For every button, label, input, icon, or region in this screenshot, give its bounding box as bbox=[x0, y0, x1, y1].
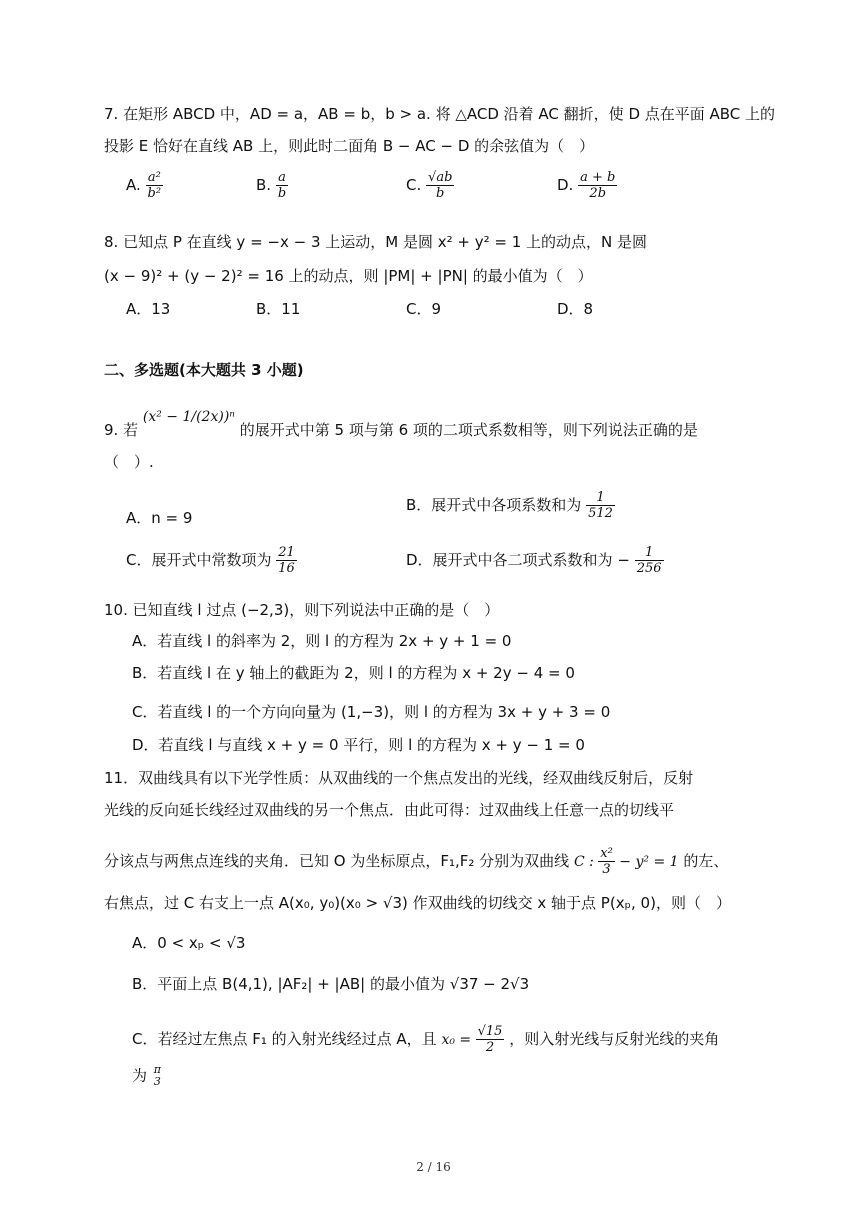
q7-option-b bbox=[256, 170, 288, 201]
option-text: 为 bbox=[132, 1066, 148, 1085]
fraction: $\frac{a}{b}$ bbox=[277, 170, 287, 201]
q11-option-b: B．平面上点 B(4,1), |AF₂| + |AB| 的最小值为 √37 − 2√3 bbox=[132, 975, 530, 993]
q7-option-c bbox=[406, 170, 454, 201]
q11-line-2: 光线的反向延长线经过双曲线的另一个焦点．由此可得：过双曲线上任意一点的切线平 bbox=[104, 801, 675, 819]
q9-option-b bbox=[406, 490, 615, 521]
option-text-end: ，则入射光线与反射光线的夹角 bbox=[509, 1030, 720, 1048]
fraction: $\frac{\text{x²}}{3}$ bbox=[600, 846, 613, 877]
x0-label: x₀ = bbox=[441, 1032, 476, 1048]
fraction: $\frac{1}{256}$ bbox=[636, 545, 662, 576]
q10-option-b: B．若直线 l 在 y 轴上的截距为 2，则 l 的方程为 x + 2y − 4 = 0 bbox=[132, 664, 575, 682]
fraction: $\frac{√15}{2}$ bbox=[477, 1024, 503, 1055]
option-text: C．展开式中常数项为 bbox=[126, 551, 272, 569]
hyperbola-equation-tail: − y² = 1 bbox=[614, 854, 679, 870]
q7-option-a bbox=[126, 170, 163, 201]
q9-option-a: A．n = 9 bbox=[126, 509, 193, 527]
q11-line-3-end: 的左、 bbox=[678, 852, 729, 870]
fraction: π 3 bbox=[153, 1063, 162, 1088]
q9-line-2: （ ）. bbox=[104, 453, 154, 471]
q9-stem: 的展开式中第 5 项与第 6 项的二项式系数相等，则下列说法正确的是 bbox=[239, 421, 698, 439]
q11-option-c-line-2 bbox=[132, 1064, 163, 1088]
fraction: $\frac{√ab}{b}$ bbox=[428, 170, 453, 201]
q9-line-1 bbox=[104, 409, 698, 441]
section-heading: 二、多选题(本大题共 3 小题) bbox=[104, 361, 304, 379]
minus-sign: − bbox=[617, 551, 630, 569]
q8-option-c: C．9 bbox=[406, 300, 442, 318]
q11-option-a: A．0 < xₚ < √3 bbox=[132, 934, 246, 952]
option-text: D．展开式中各二项式系数和为 bbox=[406, 551, 613, 569]
fraction: $\frac{1}{512}$ bbox=[588, 490, 613, 521]
fraction: $\frac{21}{16}$ bbox=[278, 545, 295, 576]
page-number: 2 / 16 bbox=[416, 1160, 451, 1174]
q11-line-1: 11．双曲线具有以下光学性质：从双曲线的一个焦点发出的光线，经双曲线反射后，反射 bbox=[104, 769, 694, 787]
q9-binomial-expression: (x² − 1/(2x))ⁿ bbox=[142, 409, 235, 425]
q7-option-d bbox=[557, 170, 617, 201]
q9-prefix: 9. 若 bbox=[104, 421, 139, 439]
q11-line-4: 右焦点，过 C 右支上一点 A(x₀, y₀)(x₀ > √3) 作双曲线的切线交 x 轴于点 P(xₚ, 0)，则（ ） bbox=[104, 894, 731, 912]
option-label: C. bbox=[406, 176, 422, 194]
option-label: B. bbox=[256, 176, 272, 194]
q11-line-3 bbox=[104, 846, 728, 877]
option-label: A. bbox=[126, 176, 141, 194]
hyperbola-name: C : bbox=[573, 854, 599, 870]
q10-line-1: 10. 已知直线 l 过点 (−2,3)，则下列说法中正确的是（ ） bbox=[104, 601, 500, 619]
fraction: $\frac{\text{a²}}{\text{b²}}$ bbox=[147, 170, 162, 201]
q9-option-c bbox=[126, 545, 297, 576]
q10-option-d: D．若直线 l 与直线 x + y = 0 平行，则 l 的方程为 x + y − 1 = 0 bbox=[132, 736, 585, 754]
q11-line-3-text: 分该点与两焦点连线的夹角．已知 O 为坐标原点，F₁,F₂ 分别为双曲线 bbox=[104, 852, 570, 870]
q8-line-2: (x − 9)² + (y − 2)² = 16 上的动点，则 |PM| + |PN| 的最小值为（ ） bbox=[104, 267, 593, 285]
q8-option-b: B．11 bbox=[256, 300, 301, 318]
q8-option-d: D．8 bbox=[557, 300, 594, 318]
q8-line-1: 8. 已知点 P 在直线 y = −x − 3 上运动，M 是圆 x² + y² = 1 上的动点，N 是圆 bbox=[104, 233, 648, 251]
fraction: $\frac{a + b}{2b}$ bbox=[580, 170, 616, 201]
q10-option-c: C．若直线 l 的一个方向向量为 (1,−3)，则 l 的方程为 3x + y + 3 = 0 bbox=[132, 703, 611, 721]
option-label: D. bbox=[557, 176, 574, 194]
option-text: B．展开式中各项系数和为 bbox=[406, 496, 582, 514]
q7-line-2: 投影 E 恰好在直线 AB 上，则此时二面角 B − AC − D 的余弦值为（ ） bbox=[104, 137, 595, 155]
q7-line-1: 7. 在矩形 ABCD 中，AD = a，AB = b，b > a. 将 △ACD 沿着 AC 翻折，使 D 点在平面 ABC 上的 bbox=[104, 105, 776, 123]
q11-option-c-line-1 bbox=[132, 1024, 719, 1055]
option-text: C．若经过左焦点 F₁ 的入射光线经过点 A，且 bbox=[132, 1030, 442, 1048]
q10-option-a: A．若直线 l 的斜率为 2，则 l 的方程为 2x + y + 1 = 0 bbox=[132, 632, 512, 650]
q9-option-d bbox=[406, 545, 664, 576]
q8-option-a: A．13 bbox=[126, 300, 171, 318]
